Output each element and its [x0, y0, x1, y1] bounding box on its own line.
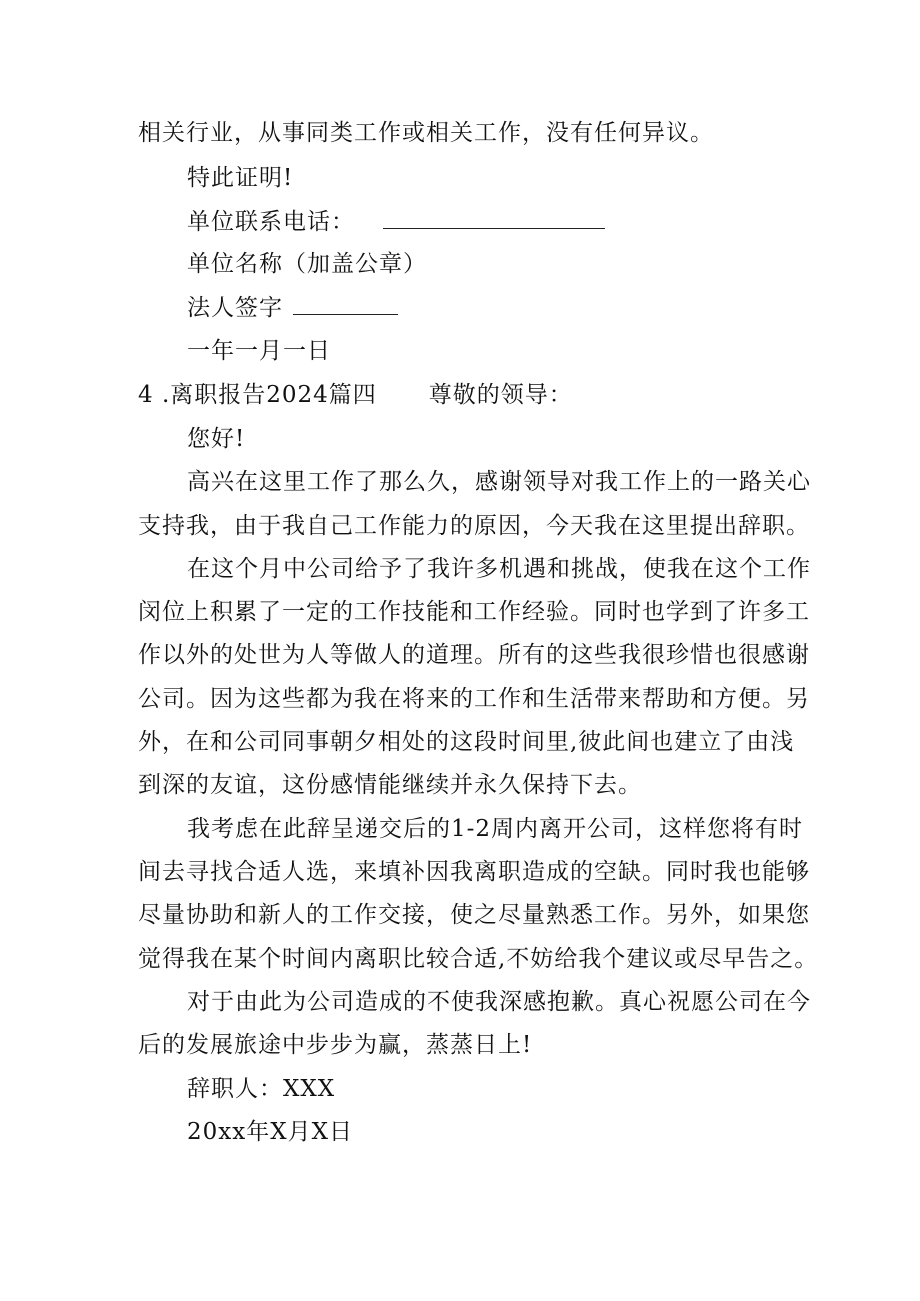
- phone-blank: [383, 206, 605, 229]
- legal-sign-label: 法人签字: [187, 295, 283, 321]
- body-line: 间去寻找合适人选，来填补因我离职造成的空缺。同时我也能够: [138, 859, 810, 885]
- body-line: 后的发展旅途中步步为赢，蒸蒸日上!: [138, 1032, 533, 1058]
- body-line: 对于由此为公司造成的不使我深感抱歉。真心祝愿公司在今: [187, 989, 811, 1015]
- body-line: 我考虑在此辞呈递交后的1-2周内离开公司，这样您将有时: [187, 816, 804, 842]
- body-line: 觉得我在某个时间内离职比较合适,不妨给我个建议或尽早告之。: [138, 946, 819, 972]
- body-line: 在这个月中公司给予了我许多机遇和挑战，使我在这个工作: [187, 556, 811, 582]
- body-line: 闵位上积累了一定的工作技能和工作经验。同时也学到了许多工: [138, 599, 810, 625]
- body-line: 作以外的处世为人等做人的道理。所有的这些我很珍惜也很感谢: [138, 642, 810, 668]
- legal-sign-line: [187, 292, 398, 323]
- section-heading-line: [138, 380, 573, 410]
- sign-date-line: 20xx年X月X日: [187, 1119, 353, 1145]
- body-line: 公司。因为这些都为我在将来的工作和生活带来帮助和方便。另: [138, 686, 810, 712]
- sign-blank: [293, 292, 398, 315]
- body-line: 外，在和公司同事朝夕相处的这段时间里,彼此间也建立了由浅: [138, 729, 795, 755]
- body-line: 相关行业，从事同类工作或相关工作，没有任何异议。: [138, 120, 714, 146]
- body-line: 支持我，由于我自己工作能力的原因，今天我在这里提出辞职。: [138, 513, 810, 539]
- phone-label: 单位联系电话：: [187, 209, 355, 235]
- date-blank-line: 一年一月一日: [187, 338, 331, 364]
- unit-name-line: 单位名称（加盖公章）: [187, 251, 427, 277]
- phone-line: [187, 206, 605, 237]
- hereby-line: 特此证明!: [187, 165, 294, 191]
- salutation: 尊敬的领导：: [428, 382, 573, 408]
- body-line: 到深的友谊，这份感情能继续并永久保持下去。: [138, 772, 642, 798]
- resigner-line: 辞职人：XXX: [187, 1076, 336, 1102]
- body-line: 尽量协助和新人的工作交接，使之尽量熟悉工作。另外，如果您: [138, 902, 810, 928]
- body-line: 高兴在这里工作了那么久，感谢领导对我工作上的一路关心: [187, 469, 811, 495]
- section-heading: 4 .离职报告2024篇四: [138, 382, 377, 408]
- greeting-line: 您好!: [187, 426, 246, 452]
